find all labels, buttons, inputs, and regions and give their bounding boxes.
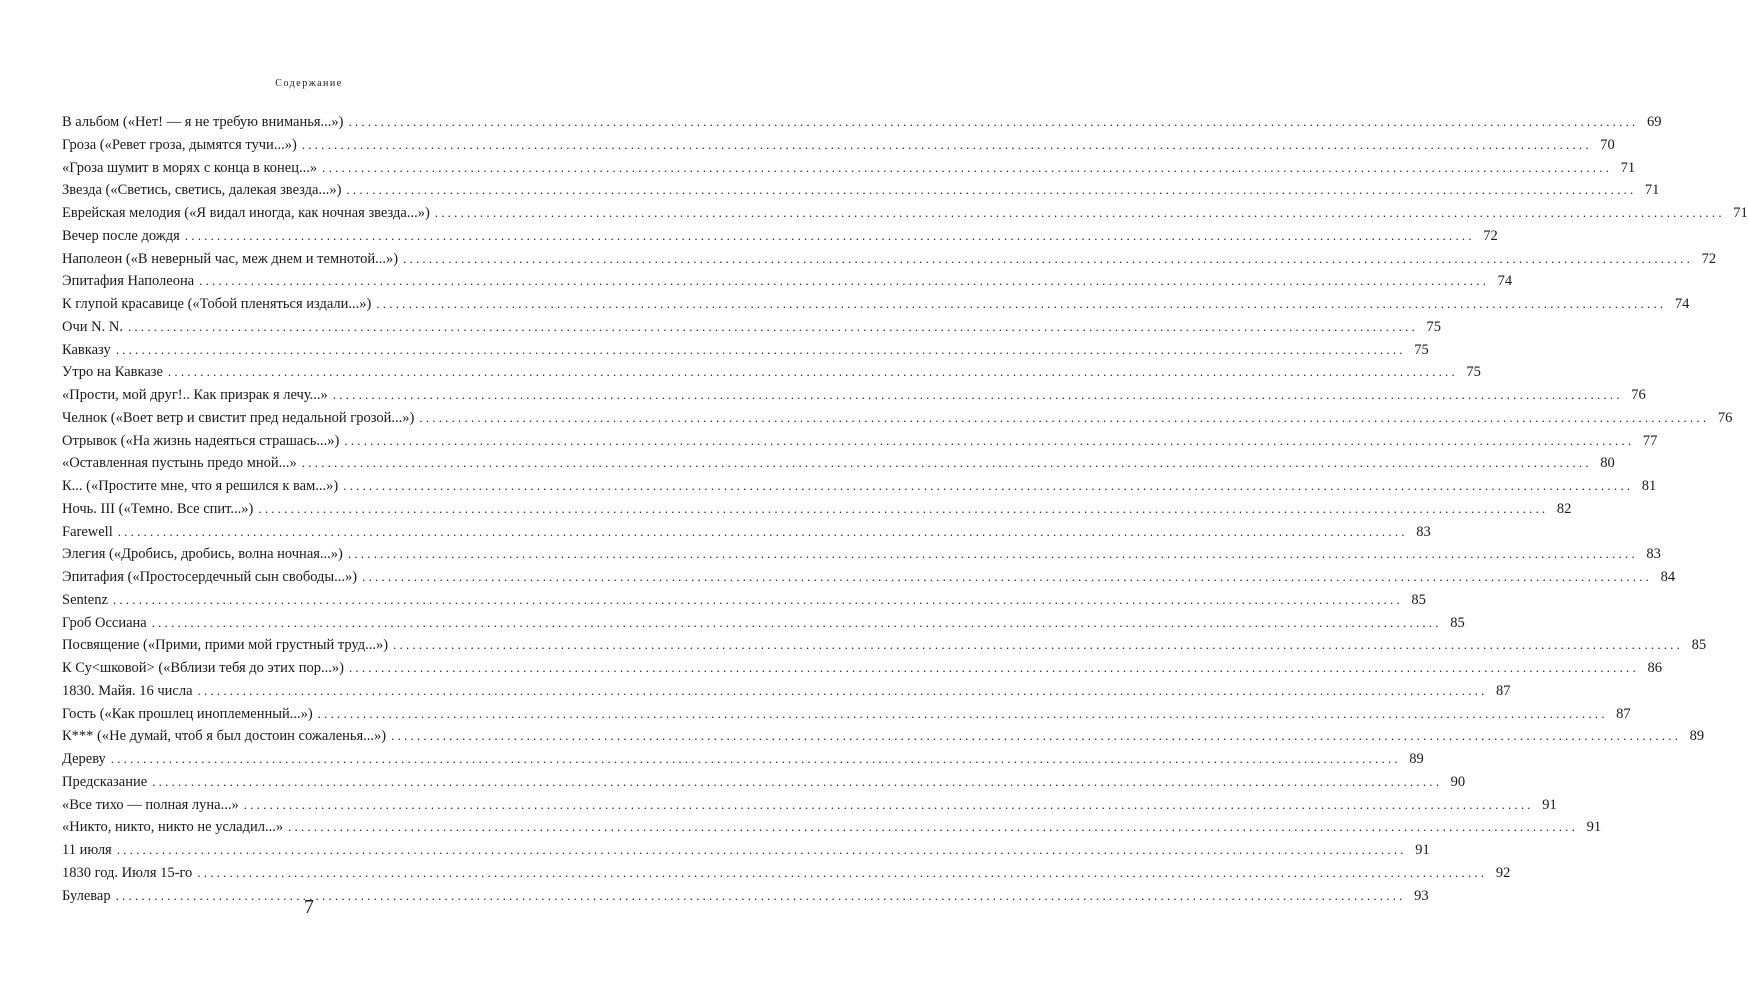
toc-entry-page: 75 xyxy=(1426,318,1441,335)
dot-leader: ........................................................................................................................................................................................................ xyxy=(243,796,1534,812)
toc-entry-title: Дереву xyxy=(62,751,106,767)
toc-entry-title: Гроб Оссиана xyxy=(62,614,147,631)
toc-entry-title: Звезда («Светись, светись, далекая звезда...») xyxy=(62,182,342,199)
toc-entry-title: Еврейская мелодия («Я видал иногда, как ночная звезда...») xyxy=(62,205,430,221)
dot-leader: ........................................................................................................................................................................................................ xyxy=(362,569,1653,584)
toc-entry xyxy=(62,862,1511,885)
toc-entry-page: 70 xyxy=(1600,136,1615,153)
toc-entry-title: Гроза («Ревет гроза, дымятся тучи...») xyxy=(62,136,297,153)
toc-entry-page: 82 xyxy=(1556,500,1572,517)
toc-entry-title: К глупой красавице («Тобой пленяться издали...») xyxy=(62,296,372,312)
toc-entry xyxy=(62,612,1465,635)
toc-entry-title: Наполеон («В неверный час, меж днем и темнотой...») xyxy=(62,250,399,267)
toc-entry-title: Вечер после дождя xyxy=(62,227,180,244)
dot-leader: ........................................................................................................................................................................................................ xyxy=(403,250,1694,266)
dot-leader: ........................................................................................................................................................................................................ xyxy=(115,341,1406,357)
toc-entry-page: 85 xyxy=(1450,614,1465,631)
toc-entry xyxy=(62,248,1717,271)
toc-entry xyxy=(62,270,1513,293)
toc-entry-title: «Никто, никто, никто не усладил...» xyxy=(62,819,284,836)
dot-leader: ........................................................................................................................................................................................................ xyxy=(117,523,1408,539)
toc-entry-title: Ночь. III («Темно. Все спит...») xyxy=(62,500,254,517)
dot-leader: ........................................................................................................................................................................................................ xyxy=(197,682,1488,698)
dot-leader: ........................................................................................................................................................................................................ xyxy=(116,842,1407,857)
toc-entry-title: Гость («Как прошлец иноплеменный...») xyxy=(62,705,313,722)
dot-leader: ........................................................................................................................................................................................................ xyxy=(110,751,1401,766)
toc-entry-page: 75 xyxy=(1414,341,1429,358)
toc-entry-title: Предсказание xyxy=(62,773,148,790)
toc-entry-page: 91 xyxy=(1542,796,1557,813)
toc-entry xyxy=(62,179,1660,202)
toc-entry xyxy=(62,589,1426,612)
toc-entry xyxy=(62,521,1431,544)
toc-entry-title: Эпитафия («Простосердечный сын свободы...») xyxy=(62,569,358,585)
toc-entry-page: 91 xyxy=(1586,819,1602,836)
toc-entry xyxy=(62,430,1658,453)
dot-leader: ........................................................................................................................................................................................................ xyxy=(112,591,1403,607)
toc-entry-title: 1830 год. Июля 15-го xyxy=(62,864,193,881)
toc-entry-title: Эпитафия Наполеона xyxy=(62,273,195,290)
toc-entry xyxy=(62,543,1661,566)
toc-entry xyxy=(62,407,1733,430)
toc-entry xyxy=(62,339,1429,362)
toc-entry-title: «Все тихо — полная луна...» xyxy=(62,796,239,813)
toc-entry-title: Утро на Кавказе xyxy=(62,364,163,381)
toc-entry-title: Булевар xyxy=(62,887,111,904)
dot-leader: ........................................................................................................................................................................................................ xyxy=(199,273,1490,289)
toc-entry-title: Челнок («Воет ветр и свистит пред недальной грозой...») xyxy=(62,409,415,426)
toc-entry-title: «Гроза шумит в морях с конца в конец...» xyxy=(62,159,318,176)
toc-entry xyxy=(62,725,1705,748)
dot-leader: ........................................................................................................................................................................................................ xyxy=(317,705,1608,721)
dot-leader: ........................................................................................................................................................................................................ xyxy=(258,500,1549,516)
toc-entry-title: К*** («Не думай, чтоб я был достоин сожаленья...») xyxy=(62,728,387,745)
toc-entry-title: Farewell xyxy=(62,523,113,540)
toc-entry-page: 80 xyxy=(1600,455,1615,472)
dot-leader: ........................................................................................................................................................................................................ xyxy=(152,773,1443,789)
dot-leader: ........................................................................................................................................................................................................ xyxy=(434,205,1725,220)
toc-entry-page: 75 xyxy=(1466,364,1481,381)
toc-entry-page: 76 xyxy=(1631,387,1646,403)
toc-entry-page: 93 xyxy=(1414,887,1429,904)
toc-entry xyxy=(62,566,1676,589)
toc-entry-page: 89 xyxy=(1409,751,1424,767)
toc-entry xyxy=(62,771,1466,794)
toc-entry xyxy=(62,794,1557,817)
toc-entry xyxy=(62,748,1424,771)
dot-leader: ........................................................................................................................................................................................................ xyxy=(393,637,1684,653)
dot-leader: ........................................................................................................................................................................................................ xyxy=(391,728,1682,744)
toc-entry-page: 86 xyxy=(1647,660,1662,676)
toc-entry xyxy=(62,839,1430,862)
toc-entry-page: 69 xyxy=(1646,114,1662,130)
toc-entry xyxy=(62,680,1511,703)
toc-entry xyxy=(62,316,1441,339)
toc-entry-page: 81 xyxy=(1641,478,1657,494)
toc-entry xyxy=(62,816,1602,839)
toc-entry-page: 83 xyxy=(1646,546,1661,563)
toc-entry-page: 91 xyxy=(1415,842,1430,858)
dot-leader: ........................................................................................................................................................................................................ xyxy=(419,409,1710,425)
toc-entry-title: «Прости, мой друг!.. Как призрак я лечу...» xyxy=(62,387,328,403)
toc-entry xyxy=(62,111,1662,134)
toc-entry xyxy=(62,657,1662,680)
toc-entry xyxy=(62,361,1481,384)
toc-entry-page: 87 xyxy=(1616,705,1631,722)
running-header: Содержание xyxy=(275,78,343,89)
dot-leader: ........................................................................................................................................................................................................ xyxy=(347,546,1638,562)
dot-leader: ........................................................................................................................................................................................................ xyxy=(344,432,1635,448)
page-number: 7 xyxy=(304,896,314,918)
table-of-contents xyxy=(62,111,1748,907)
dot-leader: ........................................................................................................................................................................................................ xyxy=(115,887,1406,903)
toc-entry xyxy=(62,157,1636,180)
dot-leader: ........................................................................................................................................................................................................ xyxy=(184,227,1475,243)
dot-leader: ........................................................................................................................................................................................................ xyxy=(322,159,1613,175)
dot-leader: ........................................................................................................................................................................................................ xyxy=(301,136,1592,152)
toc-entry-title: Посвящение («Прими, прими мой грустный труд...») xyxy=(62,637,389,654)
toc-entry-page: 74 xyxy=(1674,296,1690,312)
dot-leader: ........................................................................................................................................................................................................ xyxy=(348,660,1639,675)
toc-entry-page: 76 xyxy=(1717,409,1733,426)
dot-leader: ........................................................................................................................................................................................................ xyxy=(197,864,1488,880)
toc-entry-page: 77 xyxy=(1642,432,1658,449)
toc-entry-page: 87 xyxy=(1496,682,1511,699)
toc-entry xyxy=(62,384,1646,407)
toc-entry xyxy=(62,225,1498,248)
toc-entry-title: К... («Простите мне, что я решился к вам...») xyxy=(62,478,339,494)
toc-entry-page: 74 xyxy=(1497,273,1513,290)
toc-entry-page: 72 xyxy=(1701,250,1717,267)
toc-entry xyxy=(62,134,1615,157)
dot-leader: ........................................................................................................................................................................................................ xyxy=(301,455,1592,471)
toc-entry-page: 85 xyxy=(1411,591,1426,608)
toc-entry-page: 90 xyxy=(1450,773,1466,790)
toc-entry-page: 84 xyxy=(1660,569,1676,585)
dot-leader: ........................................................................................................................................................................................................ xyxy=(151,614,1442,630)
dot-leader: ........................................................................................................................................................................................................ xyxy=(167,364,1458,380)
toc-entry-title: Элегия («Дробись, дробись, волна ночная...») xyxy=(62,546,343,563)
toc-entry-page: 71 xyxy=(1620,159,1636,176)
toc-entry-title: Отрывок («На жизнь надеяться страшась...») xyxy=(62,432,340,449)
dot-leader: ........................................................................................................................................................................................................ xyxy=(332,387,1623,402)
toc-entry-title: Кавказу xyxy=(62,341,111,358)
toc-entry xyxy=(62,202,1748,225)
toc-entry-title: «Оставленная пустынь предо мной...» xyxy=(62,455,297,472)
toc-entry-title: К Су<шковой> («Вблизи тебя до этих пор...») xyxy=(62,660,344,676)
toc-entry xyxy=(62,452,1615,475)
toc-entry xyxy=(62,293,1690,316)
dot-leader: ........................................................................................................................................................................................................ xyxy=(348,114,1639,129)
toc-entry xyxy=(62,475,1657,498)
toc-entry-title: 1830. Майя. 16 числа xyxy=(62,682,193,699)
toc-entry-title: Очи N. N. xyxy=(62,318,123,335)
toc-entry-page: 71 xyxy=(1644,182,1660,199)
toc-entry-page: 72 xyxy=(1483,227,1498,244)
dot-leader: ........................................................................................................................................................................................................ xyxy=(127,318,1418,334)
dot-leader: ........................................................................................................................................................................................................ xyxy=(288,819,1579,835)
toc-entry-page: 71 xyxy=(1733,205,1748,221)
toc-entry-page: 85 xyxy=(1691,637,1707,654)
toc-entry-title: 11 июля xyxy=(62,842,112,858)
dot-leader: ........................................................................................................................................................................................................ xyxy=(346,182,1637,198)
toc-entry-title: Sentenz xyxy=(62,591,108,608)
dot-leader: ........................................................................................................................................................................................................ xyxy=(376,296,1667,311)
toc-entry xyxy=(62,634,1707,657)
toc-entry-page: 92 xyxy=(1495,864,1511,881)
toc-entry-page: 83 xyxy=(1416,523,1431,540)
toc-entry xyxy=(62,498,1572,521)
toc-entry-page: 89 xyxy=(1689,728,1705,745)
dot-leader: ........................................................................................................................................................................................................ xyxy=(343,478,1634,493)
toc-entry xyxy=(62,703,1631,726)
toc-entry-title: В альбом («Нет! — я не требую вниманья...») xyxy=(62,114,344,130)
